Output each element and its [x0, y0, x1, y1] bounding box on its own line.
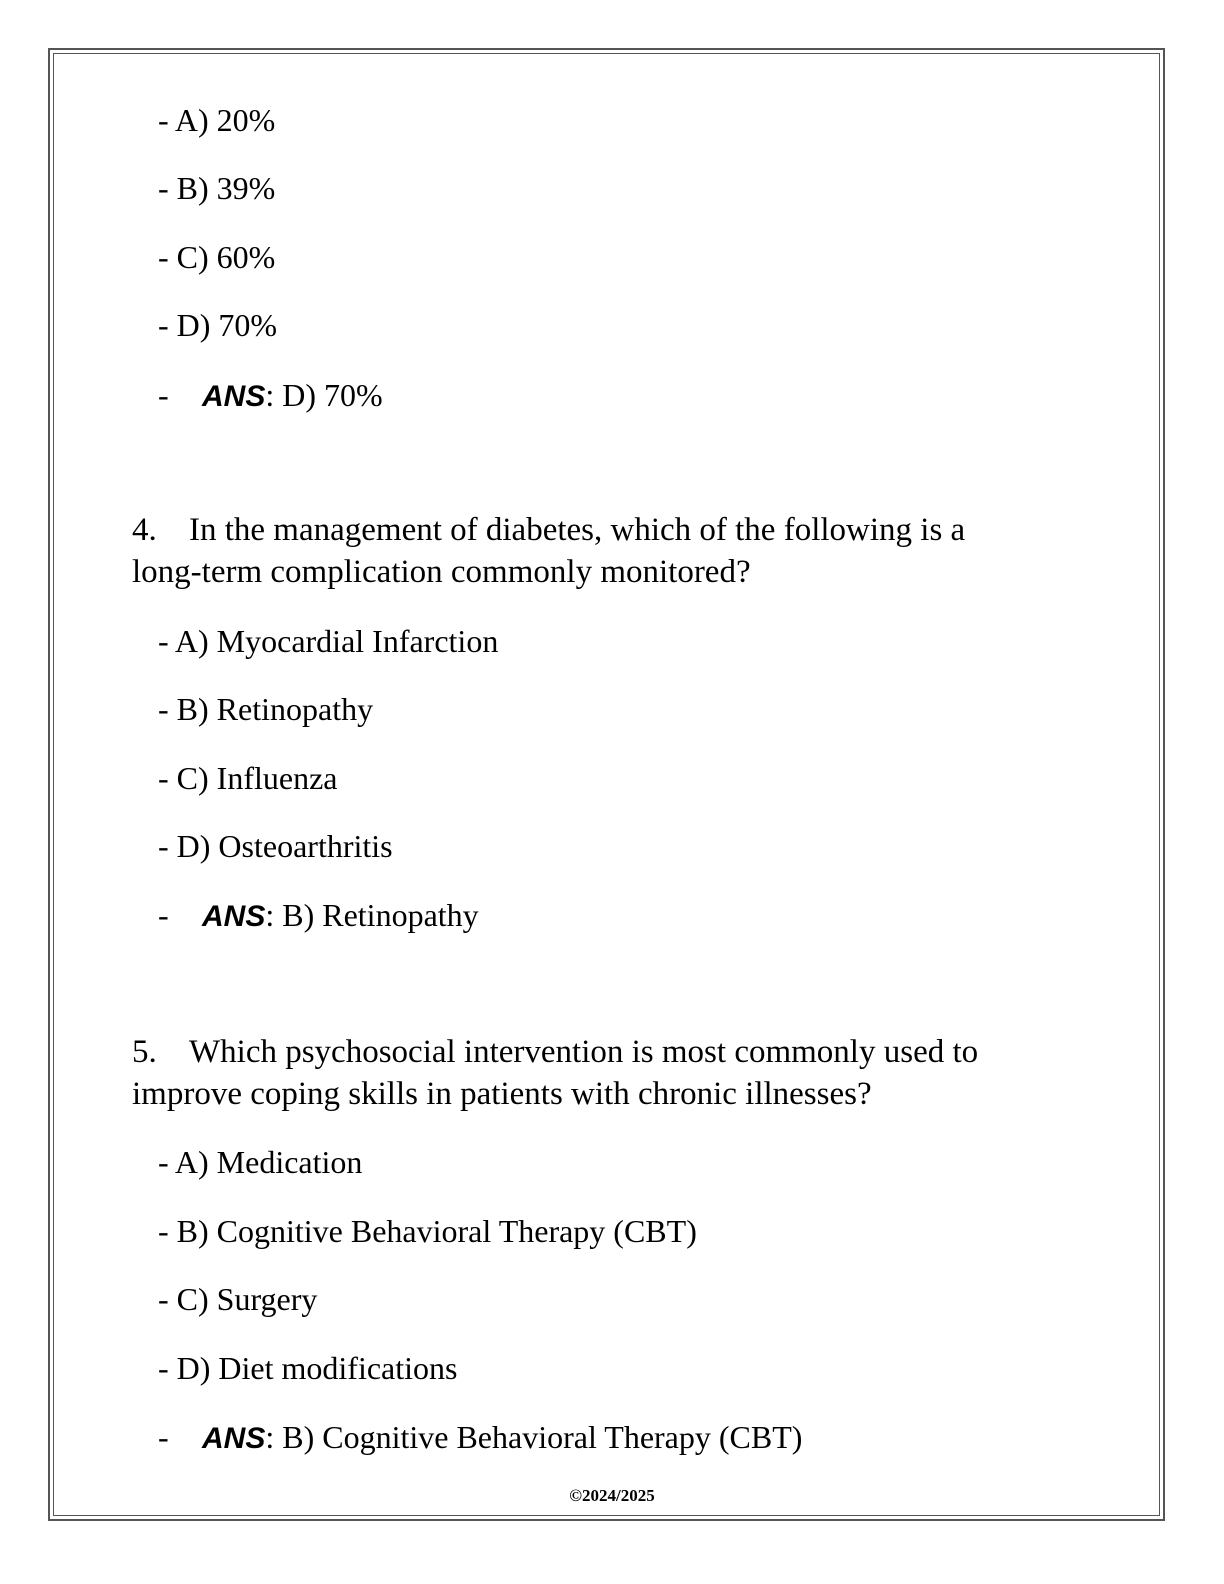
footer-copyright: ©2024/2025: [569, 1486, 655, 1505]
q5-option-d: - D) Diet modifications: [158, 1350, 458, 1386]
q4-number: 4.: [132, 512, 157, 548]
q4-option-b: - B) Retinopathy: [158, 691, 374, 727]
q3-option-d: - D) 70%: [158, 307, 278, 343]
q3-option-c: - C) 60%: [158, 239, 276, 275]
q3-answer-label: ANS: [202, 380, 266, 413]
q3-answer-text: : D) 70%: [265, 377, 383, 413]
q5-option-a: - A) Medication: [158, 1144, 363, 1180]
q5-question-line1: [132, 1036, 978, 1069]
q5-answer-label: ANS: [202, 1422, 266, 1455]
q4-text-line2: long-term complication commonly monitored?: [132, 554, 751, 590]
q3-option-a: - A) 20%: [158, 102, 276, 138]
q5-text-line1: Which psychosocial intervention is most commonly used to: [189, 1034, 979, 1070]
q3-answer-dash: -: [158, 377, 169, 413]
q3-option-b: - B) 39%: [158, 170, 276, 206]
q5-option-c: - C) Surgery: [158, 1281, 318, 1317]
q4-question-line1: [132, 514, 965, 547]
q4-answer-text: : B) Retinopathy: [265, 897, 479, 933]
q4-answer-dash: -: [158, 897, 169, 933]
q5-number: 5.: [132, 1034, 157, 1070]
q5-answer-text: : B) Cognitive Behavioral Therapy (CBT): [265, 1419, 803, 1455]
q3-answer: [158, 379, 383, 412]
q4-answer-label: ANS: [202, 900, 266, 933]
q4-text-line1: In the management of diabetes, which of the following is a: [189, 512, 966, 548]
q5-answer-dash: -: [158, 1419, 169, 1455]
q4-option-a: - A) Myocardial Infarction: [158, 623, 499, 659]
q4-option-c: - C) Influenza: [158, 760, 338, 796]
q5-answer: [158, 1421, 802, 1454]
q4-answer: [158, 899, 479, 932]
q4-option-d: - D) Osteoarthritis: [158, 828, 393, 864]
q5-option-b: - B) Cognitive Behavioral Therapy (CBT): [158, 1213, 697, 1249]
q5-text-line2: improve coping skills in patients with chronic illnesses?: [132, 1076, 872, 1112]
